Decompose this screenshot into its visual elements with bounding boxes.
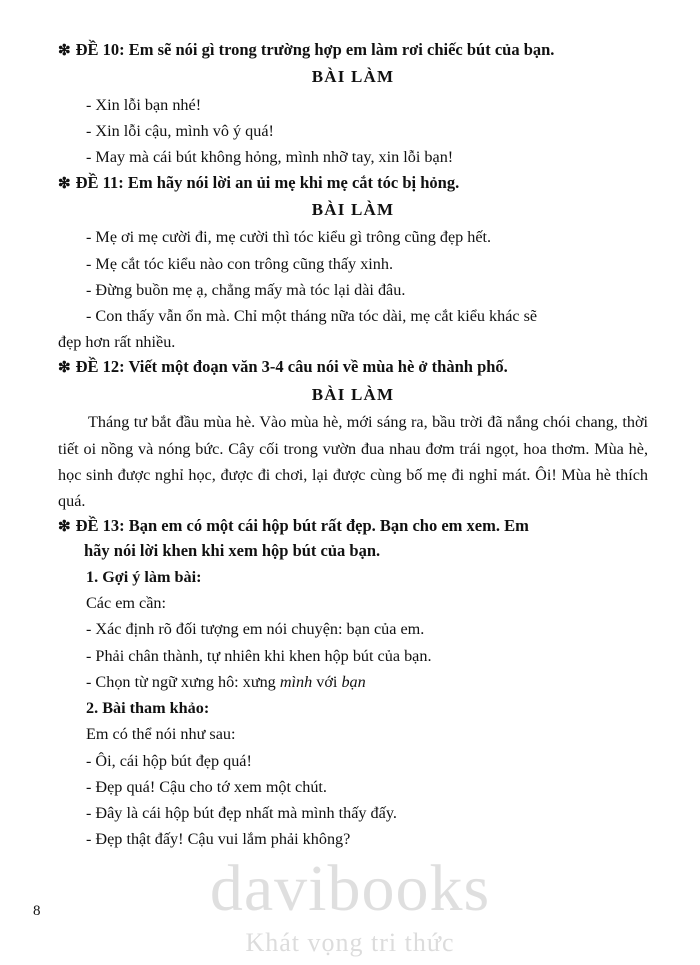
section-heading-de-10 (58, 38, 648, 62)
section-de-12 (58, 355, 648, 514)
section-de-11 (58, 171, 648, 356)
subsection-heading-bai-tham-khao: 2. Bài tham khảo: (86, 699, 210, 718)
flower-icon: ❇ (58, 360, 71, 377)
page-number: 8 (33, 903, 41, 919)
section-de-10 (58, 38, 648, 171)
watermark (0, 852, 700, 958)
answer-line: - May mà cái bút không hỏng, mình nhỡ tay, xin lỗi bạn! (86, 148, 454, 167)
answer-line: - Mẹ cắt tóc kiểu nào con trông cũng thấy xinh. (86, 254, 394, 273)
subsection-heading-goi-y: 1. Gợi ý làm bài: (86, 567, 202, 586)
answer-line: - Phải chân thành, tự nhiên khi khen hộp bút của bạn. (86, 646, 432, 665)
line-part-italic-minh: mình (279, 672, 313, 691)
answer-line: - Con thấy vẫn ổn mà. Chỉ một tháng nữa tóc dài, mẹ cắt kiểu khác sẽ (86, 307, 538, 325)
line-part-a: - Chọn từ ngữ xưng hô: xưng (86, 672, 280, 691)
flower-icon: ❇ (58, 519, 71, 536)
answer-line: - Đừng buồn mẹ ạ, chẳng mấy mà tóc lại dài đâu. (86, 280, 406, 299)
subsection-intro: Em có thể nói như sau: (86, 725, 236, 744)
section-heading-de-12 (58, 355, 648, 379)
answer-line: - Mẹ ơi mẹ cười đi, mẹ cười thì tóc kiểu gì trông cũng đẹp hết. (86, 228, 492, 247)
section-heading-de-11 (58, 171, 648, 195)
answer-line-continued: đẹp hơn rất nhiều. (58, 333, 176, 352)
flower-icon: ❇ (58, 43, 71, 59)
line-part-c: với (312, 672, 342, 691)
answer-line: - Đẹp quá! Cậu cho tớ xem một chút. (86, 777, 327, 796)
watermark-brand: davibooks (209, 852, 491, 925)
subsection-intro: Các em cần: (86, 594, 166, 613)
section-heading-de-13 (58, 514, 648, 562)
section-heading-text: ĐỀ 10: Em sẽ nói gì trong trường hợp em làm rơi chiếc bút của bạn. (75, 40, 555, 59)
answer-line: - Xin lỗi cậu, mình vô ý quá! (86, 122, 274, 141)
answer-line-with-italics (58, 669, 648, 695)
answer-paragraph: Tháng tư bắt đầu mùa hè. Vào mùa hè, mới sáng ra, bầu trời đã nắng chói chang, thời tiết oi nồng và nóng bức. Cây cối trong vườn đua nhau đơm trái ngọt, hoa thơm. Mùa hè, học sinh được nghỉ học, được đi chơi, lại được cùng bố mẹ đi nghỉ mát. Ôi! Mùa hè thích quá. (58, 413, 648, 510)
section-title-bai-lam: BÀI LÀM (311, 67, 395, 87)
answer-line: - Đây là cái hộp bút đẹp nhất mà mình thấy đấy. (86, 804, 397, 823)
section-title-bai-lam: BÀI LÀM (311, 199, 395, 219)
section-heading-text: ĐỀ 12: Viết một đoạn văn 3-4 câu nói về mùa hè ở thành phố. (75, 357, 508, 377)
page-content (58, 38, 648, 853)
section-de-13 (58, 514, 648, 852)
answer-line: - Đẹp thật đấy! Cậu vui lắm phải không? (86, 830, 351, 849)
section-heading-text-line1: ĐỀ 13: Bạn em có một cái hộp bút rất đẹp. Bạn cho em xem. Em (75, 516, 529, 536)
answer-line: - Xác định rõ đối tượng em nói chuyện: bạn của em. (86, 620, 425, 639)
answer-line: - Xin lỗi bạn nhé! (86, 95, 202, 114)
section-heading-text-line2: hãy nói lời khen khi xem hộp bút của bạn. (84, 540, 381, 560)
line-part-italic-ban: bạn (341, 672, 366, 691)
watermark-tagline: Khát vọng tri thức (245, 928, 455, 957)
section-heading-text: ĐỀ 11: Em hãy nói lời an ủi mẹ khi mẹ cắt tóc bị hỏng. (75, 172, 460, 192)
section-title-bai-lam: BÀI LÀM (311, 384, 395, 404)
flower-icon: ❇ (58, 175, 71, 192)
answer-line: - Ôi, cái hộp bút đẹp quá! (86, 751, 252, 770)
